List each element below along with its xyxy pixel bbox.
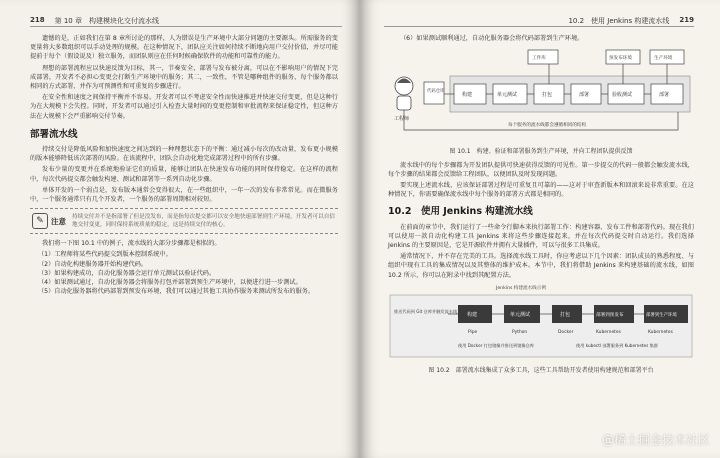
jenkins-stage-label: 部署到生产环境 bbox=[646, 312, 677, 318]
section-heading-jenkins: 10.2 使用 Jenkins 构建流水线 bbox=[388, 206, 533, 218]
jenkins-tool-label: Docker bbox=[558, 329, 574, 335]
left-paragraph: 在安全性和速度之间保持平衡并不容易。开发者可以不考虑安全性而快速推进并快速交付变更，但是这种行为在大规模下会失控。同时，开发者可以通过引入检查大量时间的变更控制和审批流程来保证稳定性，但这种方法在大规模下会严重影响交付节奏。 bbox=[30, 94, 338, 120]
right-intro-line: （6）如果测试顺利通过，自动化服务器会将代码部署到生产环境。 bbox=[400, 35, 584, 42]
jenkins-tool-label: Python bbox=[512, 329, 528, 335]
left-page-number: 218 bbox=[30, 16, 45, 24]
list-intro: 我们将一下图 10.1 中的例子，流水线的大部分步骤都是相似的。 bbox=[42, 240, 221, 248]
artifact-label: 工件库 bbox=[532, 56, 546, 62]
right-header-title: 10.2 使用 Jenkins 构建流水线 bbox=[568, 17, 670, 25]
jenkins-bottom-right-note: 使用 kubectl 部署服务到 Kubernetes 集群 bbox=[576, 342, 659, 348]
right-running-head bbox=[568, 16, 694, 26]
list-item: （2）自动化构建服务器开始构建代码。 bbox=[38, 260, 148, 268]
left-paragraph: 理想的部署流程应以快速反馈为目标，其一，节奏安全，部署与发布被分离，可以在不影响用户的情况下完成部署，开发者不必担心变更会打断生产环境中的服务；其二，一致性，不管是哪种组件的服务，每个服务都以相同的方式部署，并作为可预测性和可重复的步骤进行。 bbox=[30, 64, 338, 91]
stage-label: 验收测试 bbox=[612, 92, 633, 99]
stage-label: 部署 bbox=[579, 92, 590, 99]
left-paragraph: 遗憾的是，正如我们在第 8 章所讨论的那样，人为错误是生产环境中大部分问题的主要源头。所需服务的变更量将大多数组织可以手动处理的规模。在这种情况下，团队应关注如何持续不断地向用户交付价值，并尽可能提前于每个（假设说及）独立服务，而团队则应在任何时候确保软件的功能和可靠性的能力。 bbox=[30, 35, 338, 61]
section-heading-deployment-pipeline: 部署流水线 bbox=[30, 128, 78, 140]
stage-label: 单元测试 bbox=[497, 92, 518, 99]
jenkins-stage-label: 单元测试 bbox=[510, 311, 531, 318]
right-page bbox=[360, 0, 720, 458]
figure-10-1-caption: 图 10.1 构建、验证和部署服务到生产环境，并向工程团队提供反馈 bbox=[449, 148, 633, 156]
jenkins-bottom-left-note: 使用 Docker 打包镜像并推送到镜像仓库 bbox=[458, 342, 534, 348]
left-paragraph: 单体开发的一个弱点是，发布版本通常会变得很大，在一些组织中，一年一次的发布非常常见。而在微服务中，一个服务通常只有几个开发者，一个服务的部署周期相对较短。 bbox=[30, 186, 338, 204]
list-item: （1）工程师将某些代码提交到版本控制系统中。 bbox=[38, 251, 172, 259]
figure-10-2-caption: 图 10.2 部署流水线集成了众多工具，这些工具帮助开发者使用构建规范和部署平台 bbox=[428, 367, 654, 375]
engineer-avatar bbox=[395, 77, 413, 110]
figure-10-2-diagram bbox=[388, 283, 694, 361]
jenkins-stage-label: 部署到预发布 bbox=[596, 312, 624, 318]
jenkins-tool-label: Kubernetes bbox=[648, 329, 673, 335]
jenkins-stage-label: 打包 bbox=[560, 311, 571, 318]
stage-label: 构建 bbox=[462, 92, 473, 99]
left-paragraph: 持续交付是降低风险和加快速度之间达到的一种理想状态下的平衡：通过减小每次的改动量，发布更小规模的版本能够降低该次部署的风险。在该流程中，团队会自动化地完成部署过程中的所有步骤。 bbox=[30, 146, 338, 163]
list-item: （3）如果构建成功，自动化服务器会运行单元测试以验证代码。 bbox=[38, 269, 216, 277]
pencil-icon: ✎ bbox=[32, 213, 48, 229]
engineer-label: 工程师 bbox=[394, 116, 410, 123]
figure-10-2-title: Jenkins 构建流水线示例 bbox=[496, 285, 546, 291]
list-item: （4）如果测试通过，自动化服务器会将服务打包并部署到预生产环境中，以便进行进一步测试。 bbox=[38, 279, 302, 287]
figure-10-1-diagram bbox=[388, 46, 694, 142]
left-header-rule bbox=[30, 26, 342, 27]
figure-10-2 bbox=[388, 283, 694, 375]
watermark: @稀土掘金技术社区 bbox=[601, 433, 710, 447]
git-trigger-note: 推送代码到 Git 仓库并触发流水线 bbox=[394, 308, 458, 314]
pipeline-bottom-label: 每个服务的流水线都会遵循相同的结构 bbox=[508, 123, 587, 129]
stage-label: 部署 bbox=[659, 92, 670, 99]
right-paragraph: 在前面的章节中，我们运行了一些命令行脚本来执行部署工作：构建容器、发布工件和部署代码。现在我们可以使用一款自动化构建工具 Jenkins 来将这些步骤连接起来，并在每次代码提交时自动运行。我们选择 Jenkins 的主要原因是，它是开源软件并拥有大量插件，可以与很多工具集成。 bbox=[388, 223, 694, 250]
figure-10-1 bbox=[388, 46, 694, 156]
left-paragraph: 发布少量的变更并在系统地验证它们的质量，能够让团队在快速发布功能的同时保持稳定。在这样的流程中，每次代码提交都会触发构建、测试和部署等一系列自动化步骤。 bbox=[30, 166, 338, 183]
note-box bbox=[30, 208, 338, 234]
list-item: （5）自动化服务器将代码部署到预发布环境，我们可以通过其他工具协作服务来测试所发布的服务。 bbox=[38, 288, 315, 296]
right-header-rule bbox=[384, 26, 694, 27]
jenkins-stage-label: 构建 bbox=[467, 311, 478, 318]
stage-label: 打包 bbox=[542, 92, 553, 99]
right-paragraph: 流水线中的每个步骤都为开发团队提供可快速获得反馈的可见性。第一步提交的代码一般都会触发流水线，每个步骤的结果都会反馈给工程团队，以便团队及时发现问题。 bbox=[388, 161, 694, 178]
right-text-column bbox=[388, 34, 694, 379]
jenkins-tool-label: Pipe bbox=[468, 329, 478, 335]
right-paragraph: 通常情况下，并不存在完美的工具。选择流水线工具时，你应考虑以下几个因素：团队成员的熟悉程度、与组织中现有工具的集成情况以及其整体的维护成本。本节中，我们将借助 Jenkins 来构建基础的流水线，如图 10.2 所示，你可以在附录中找到其配置方法。 bbox=[388, 253, 694, 279]
right-page-number: 219 bbox=[679, 16, 694, 24]
jenkins-tool-label: Kubernetes bbox=[596, 329, 621, 335]
left-running-head bbox=[30, 16, 159, 26]
staging-env-label: 预发布环境 bbox=[609, 56, 632, 62]
note-text: 持续交付并不是指部署了但是没发布，而是指每次提交都可以安全地快速部署到生产环境，开发者可以自信地交付变更，同时保持系统质量的稳定，这是持续交付的核心。 bbox=[72, 214, 335, 229]
note-badge bbox=[32, 213, 66, 229]
repo-label: 代码仓库 bbox=[427, 89, 445, 95]
left-header-title: 第 10 章 构建模块化交付流水线 bbox=[54, 17, 159, 25]
left-text-column bbox=[30, 34, 338, 296]
right-paragraph: 要实现上述流水线，应该保证部署过程是可重复且可靠的——这对于审查新版本和回滚来说非常重要。在这种情况下，你需要确保流水线中每个服务的部署方式都是相同的。 bbox=[388, 182, 694, 199]
prod-env-label: 生产环境 bbox=[654, 56, 673, 62]
note-label: 注意 bbox=[51, 216, 66, 226]
